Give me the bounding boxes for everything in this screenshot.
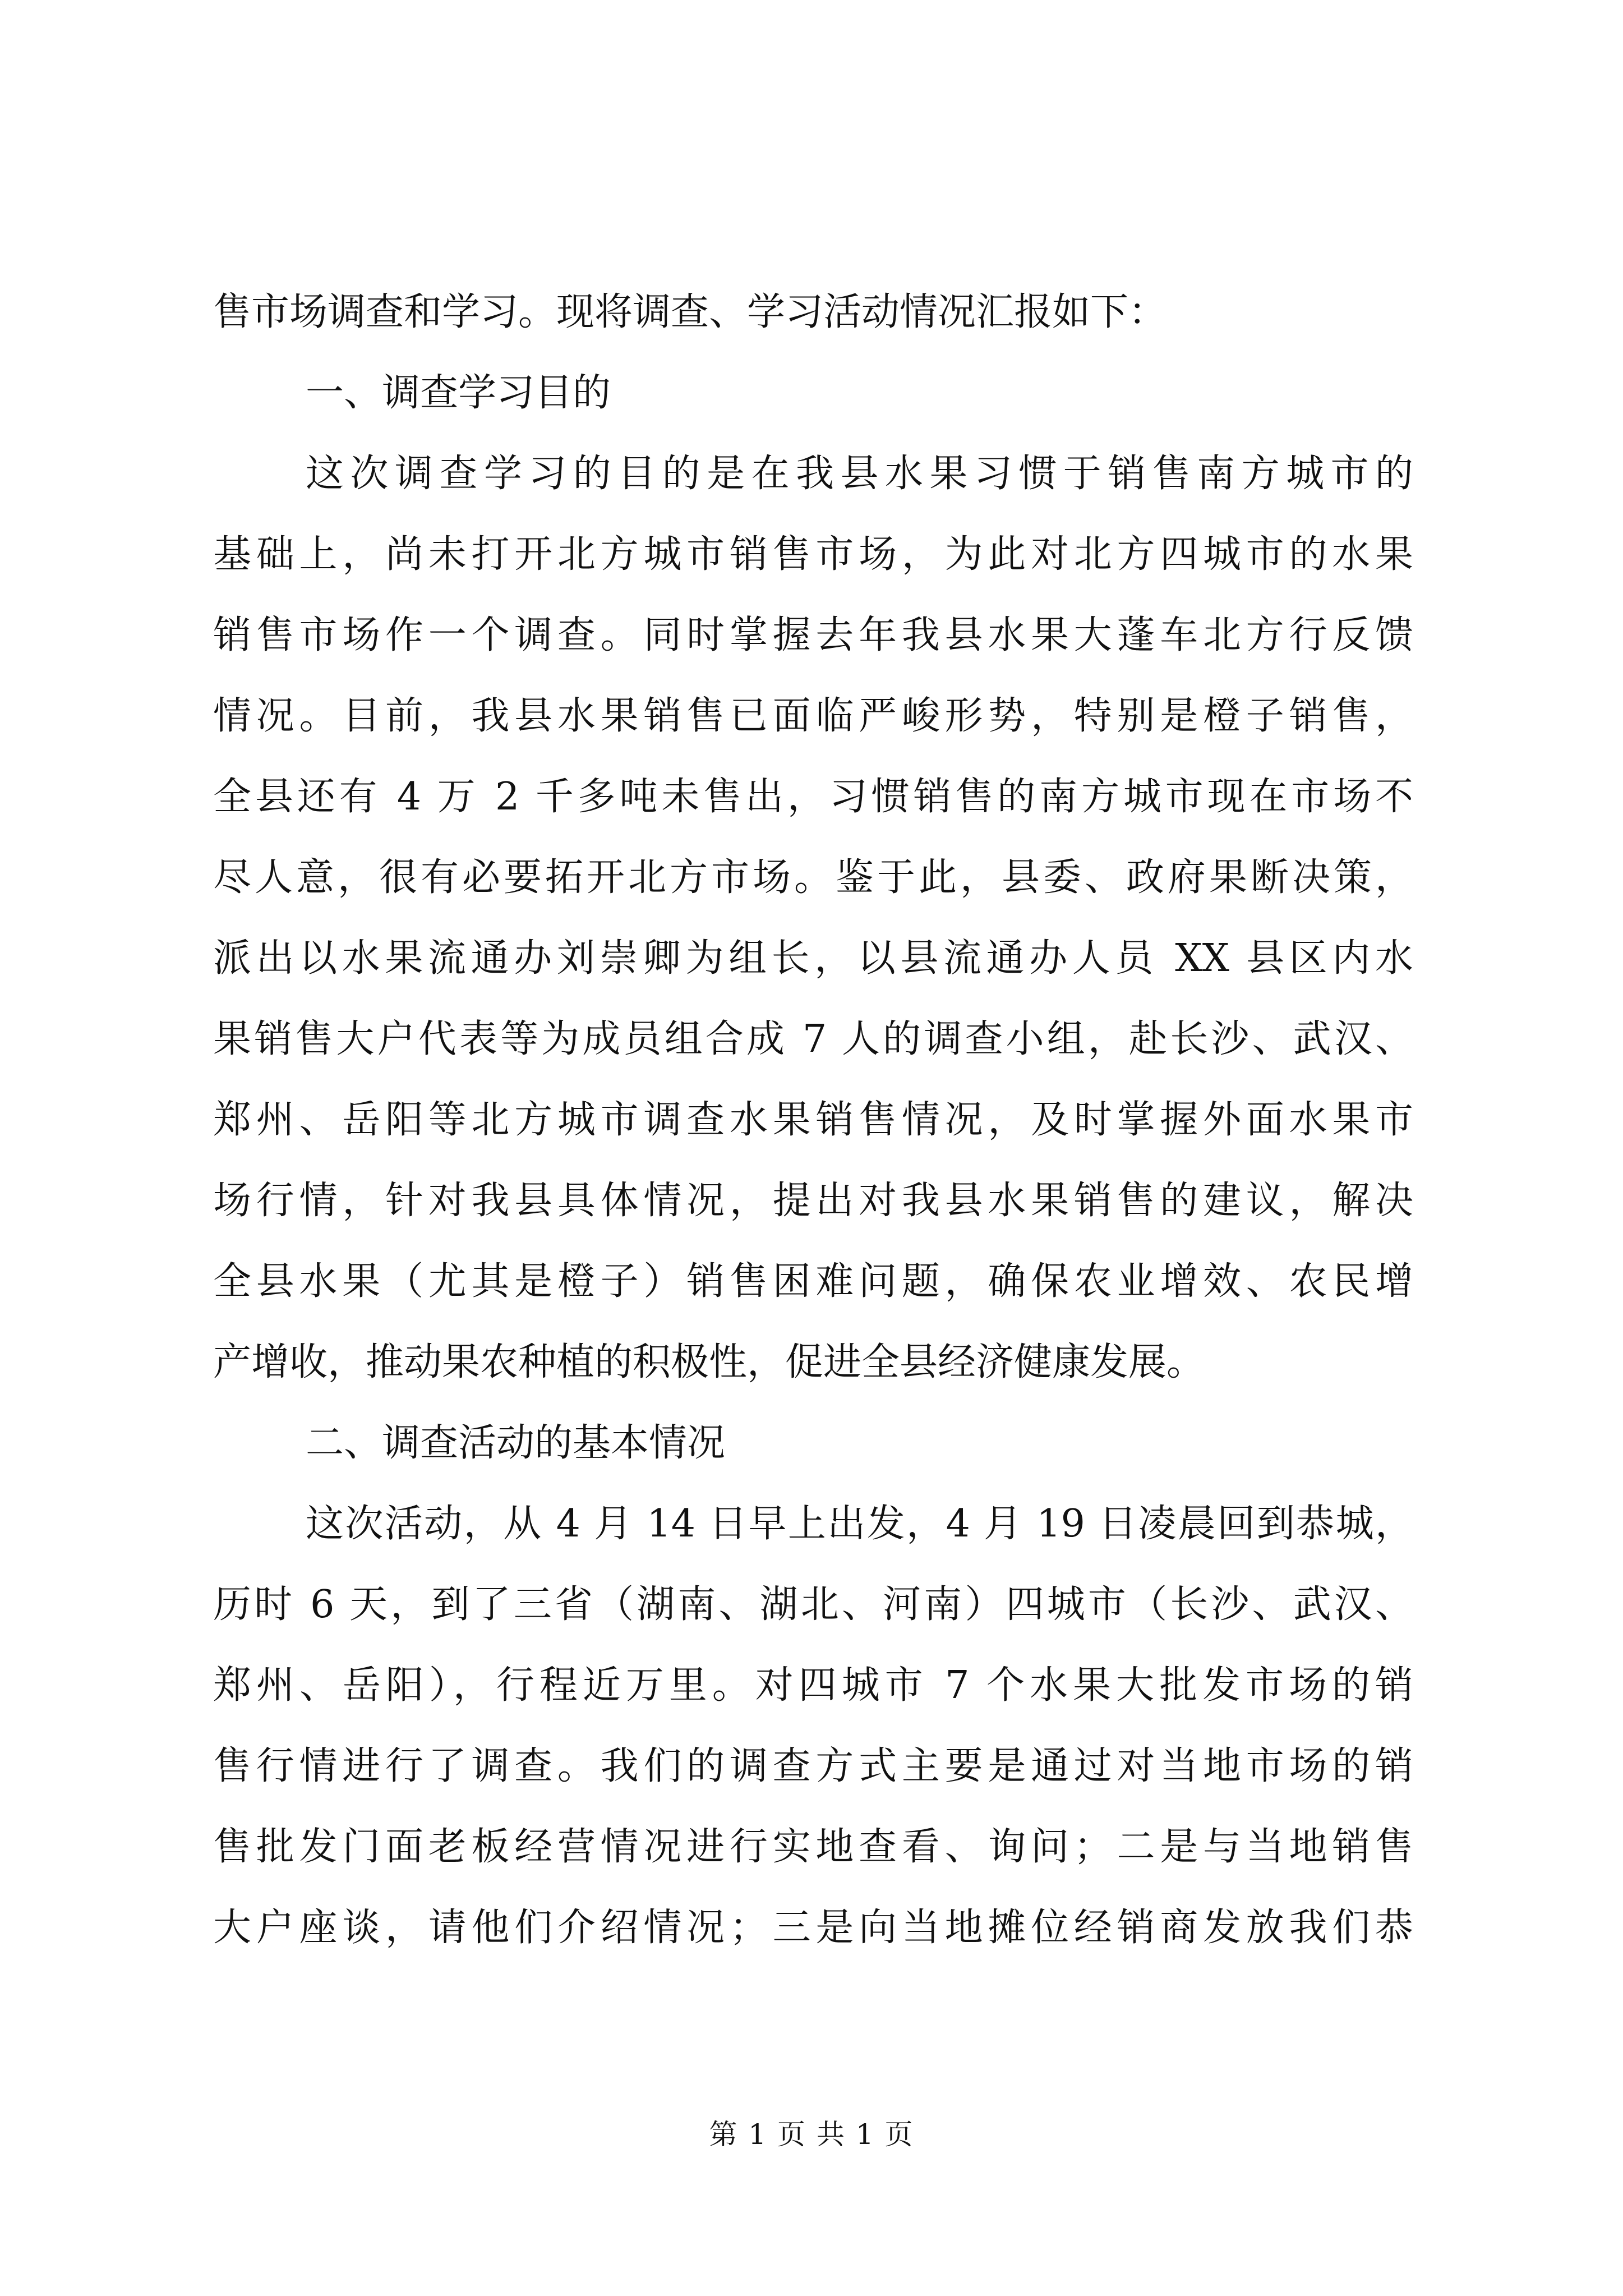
paragraph-line: 派出以水果流通办刘崇卿为组长，以县流通办人员 XX 县区内水	[213, 936, 1413, 981]
paragraph-line: 全县水果（尤其是橙子）销售困难问题，确保农业增效、农民增	[213, 1259, 1413, 1304]
paragraph-line: 产增收，推动果农种植的积极性，促进全县经济健康发展。	[213, 1340, 1205, 1384]
paragraph-line: 这次活动，从 4 月 14 日早上出发，4 月 19 日凌晨回到恭城，	[306, 1502, 1413, 1546]
paragraph-line: 售行情进行了调查。我们的调查方式主要是通过对当地市场的销	[213, 1744, 1413, 1788]
document-body	[213, 272, 1413, 1968]
paragraph-line: 情况。目前，我县水果销售已面临严峻形势，特别是橙子销售，	[213, 694, 1413, 738]
section-heading: 二、调查活动的基本情况	[306, 1421, 726, 1465]
paragraph-line: 全县还有 4 万 2 千多吨未售出，习惯销售的南方城市现在市场不	[213, 775, 1413, 819]
paragraph-line: 售市场调查和学习。现将调查、学习活动情况汇报如下：	[213, 290, 1167, 334]
paragraph-line: 大户座谈，请他们介绍情况；三是向当地摊位经销商发放我们恭	[213, 1906, 1413, 1950]
paragraph-line: 果销售大户代表等为成员组合成 7 人的调查小组，赴长沙、武汉、	[213, 1017, 1413, 1061]
paragraph-line: 郑州、岳阳），行程近万里。对四城市 7 个水果大批发市场的销	[213, 1663, 1413, 1708]
paragraph-line: 场行情，针对我县具体情况，提出对我县水果销售的建议，解决	[213, 1179, 1413, 1223]
paragraph-line: 郑州、岳阳等北方城市调查水果销售情况，及时掌握外面水果市	[213, 1098, 1413, 1142]
paragraph-line: 售批发门面老板经营情况进行实地查看、询问；二是与当地销售	[213, 1825, 1413, 1869]
page-footer: 第 1 页 共 1 页	[709, 2118, 914, 2151]
paragraph-line: 基础上，尚未打开北方城市销售市场，为此对北方四城市的水果	[213, 532, 1413, 577]
paragraph-line: 尽人意，很有必要拓开北方市场。鉴于此，县委、政府果断决策，	[213, 855, 1413, 900]
paragraph-line: 销售市场作一个调查。同时掌握去年我县水果大蓬车北方行反馈	[213, 613, 1413, 657]
section-heading: 一、调查学习目的	[306, 371, 611, 415]
paragraph-line: 历时 6 天，到了三省（湖南、湖北、河南）四城市（长沙、武汉、	[213, 1582, 1413, 1627]
paragraph-line: 这次调查学习的目的是在我县水果习惯于销售南方城市的	[306, 452, 1413, 496]
